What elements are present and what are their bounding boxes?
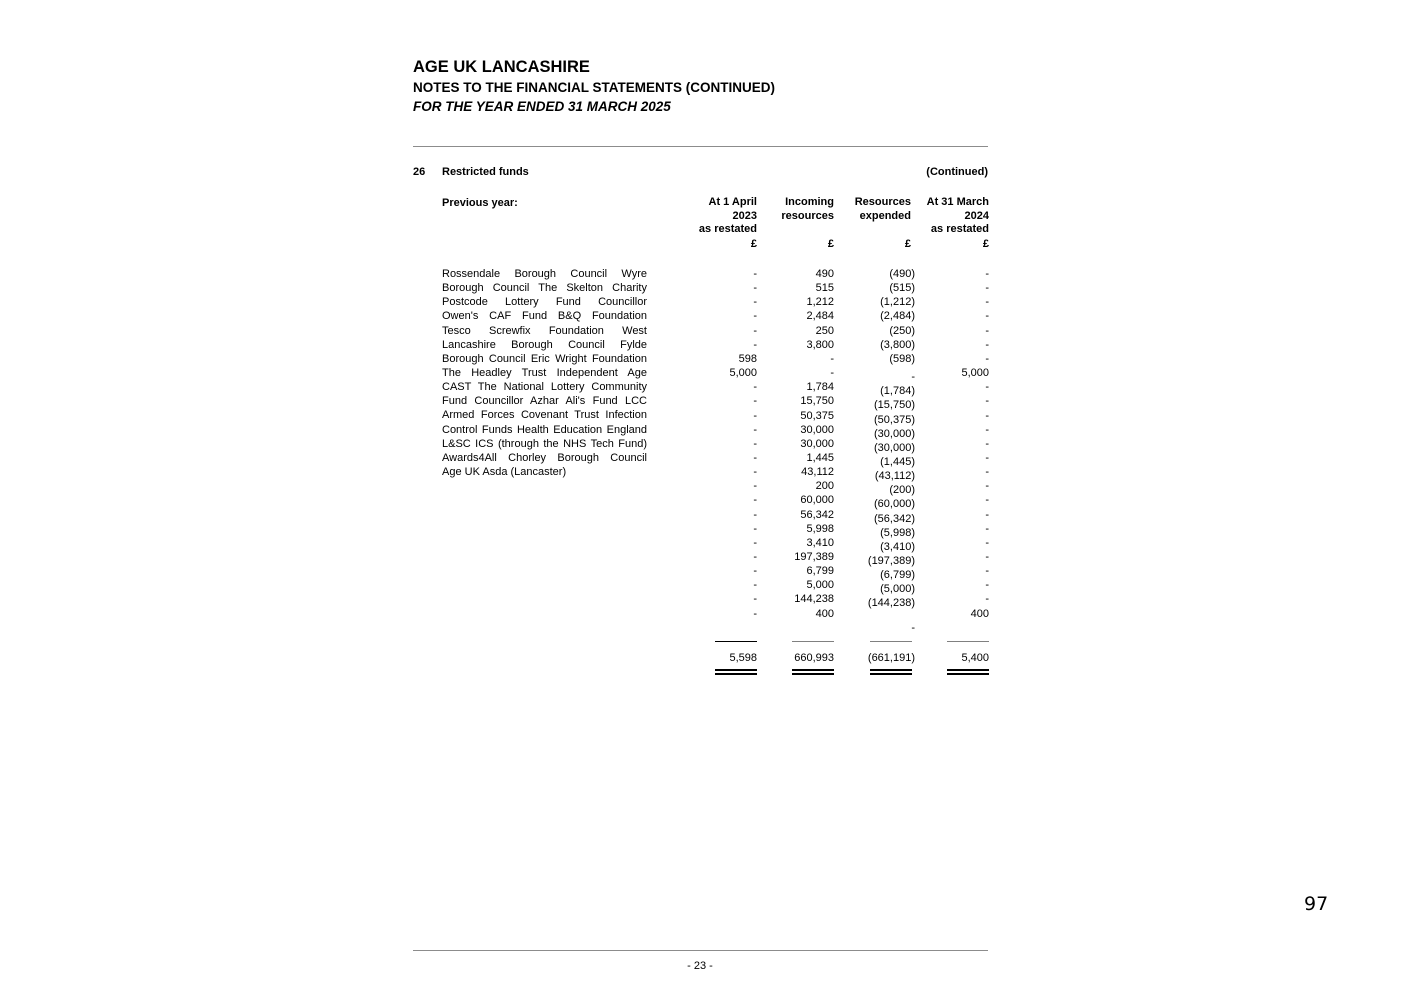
expended-value: (43,112) xyxy=(874,470,915,483)
expended-value: (5,998) xyxy=(880,526,915,539)
closing-value: - xyxy=(985,508,989,521)
expended-value: (15,750) xyxy=(874,399,915,412)
col-header-opening: At 1 April 2023 as restated £ xyxy=(698,196,757,250)
description-line: Armed Forces Covenant Trust Infection xyxy=(442,409,647,422)
closing-value: - xyxy=(985,268,989,280)
incoming-value: 490 xyxy=(815,268,834,280)
expended-value: (2,484) xyxy=(880,310,915,323)
description-line: Tesco Screwfix Foundation West xyxy=(442,324,647,337)
col-header-expended: Resources expended £ xyxy=(854,196,911,250)
page-number: 97 xyxy=(1304,893,1329,915)
subtotal-rule-closing xyxy=(947,641,989,642)
description-line: The Headley Trust Independent Age xyxy=(442,366,647,379)
closing-value: 400 xyxy=(970,607,989,620)
description-line: Rossendale Borough Council Wyre xyxy=(442,268,647,280)
total-underline-incoming xyxy=(792,669,834,675)
incoming-value: 5,998 xyxy=(806,522,834,535)
closing-value: - xyxy=(985,593,989,606)
opening-value: - xyxy=(753,423,757,436)
opening-value: - xyxy=(753,395,757,408)
footer-page-ref: - 23 - xyxy=(687,960,713,972)
incoming-value: 515 xyxy=(815,282,834,295)
expended-value: (144,238) xyxy=(867,597,915,610)
opening-value: - xyxy=(753,268,757,280)
opening-value: - xyxy=(753,593,757,606)
closing-value: - xyxy=(985,536,989,549)
incoming-value: 43,112 xyxy=(801,466,834,479)
incoming-value: 3,800 xyxy=(806,338,834,351)
note-number: 26 xyxy=(413,166,426,178)
total-underline-closing xyxy=(947,669,989,675)
continued-label: (Continued) xyxy=(926,166,988,178)
closing-value: - xyxy=(985,565,989,578)
incoming-value: 60,000 xyxy=(800,494,834,507)
expended-value: (6,799) xyxy=(880,569,915,582)
incoming-value: 5,000 xyxy=(806,579,834,592)
description-line: Lancashire Borough Council Fylde xyxy=(442,338,647,351)
opening-value: - xyxy=(753,437,757,450)
expended-value: (5,000) xyxy=(880,583,915,596)
description-line: L&SC ICS (through the NHS Tech Fund) xyxy=(442,437,647,450)
header-rule xyxy=(413,146,988,147)
description-line: Postcode Lottery Fund Councillor xyxy=(442,296,647,309)
description-line: Owen's CAF Fund B&Q Foundation xyxy=(442,310,647,323)
opening-value: - xyxy=(753,466,757,479)
document-title: NOTES TO THE FINANCIAL STATEMENTS (CONTINUED) xyxy=(413,80,775,95)
opening-value: - xyxy=(753,296,757,309)
description-line: Control Funds Health Education England xyxy=(442,423,647,436)
opening-value: - xyxy=(753,565,757,578)
expended-value: (200) xyxy=(889,484,915,497)
description-line: Borough Council Eric Wright Foundation xyxy=(442,352,647,365)
expended-value: (490) xyxy=(889,268,915,280)
expended-value: (3,800) xyxy=(880,338,915,351)
description-line: CAST The National Lottery Community xyxy=(442,381,647,394)
incoming-value: 30,000 xyxy=(800,423,834,436)
expended-value: (50,375) xyxy=(874,413,915,426)
expended-value: (1,784) xyxy=(880,385,915,398)
incoming-value: 1,445 xyxy=(806,451,834,464)
closing-value: - xyxy=(985,423,989,436)
closing-value: - xyxy=(985,409,989,422)
closing-value: - xyxy=(985,579,989,592)
opening-value: - xyxy=(753,324,757,337)
opening-value: - xyxy=(753,494,757,507)
description-line: Borough Council The Skelton Charity xyxy=(442,282,647,295)
incoming-value: 400 xyxy=(815,607,834,620)
opening-value: - xyxy=(753,282,757,295)
incoming-value: 1,212 xyxy=(806,296,834,309)
fund-description xyxy=(442,267,647,479)
opening-value: - xyxy=(753,579,757,592)
expended-value: (60,000) xyxy=(874,498,915,511)
expended-value: (250) xyxy=(889,324,915,337)
subtotal-rule-incoming xyxy=(792,641,834,642)
previous-year-label: Previous year: xyxy=(442,197,518,209)
closing-value: - xyxy=(985,466,989,479)
closing-value: - xyxy=(985,282,989,295)
total-incoming: 660,993 xyxy=(794,652,834,664)
expended-value: (515) xyxy=(889,282,915,295)
opening-value: - xyxy=(753,409,757,422)
closing-value: - xyxy=(985,395,989,408)
opening-value: - xyxy=(753,522,757,535)
incoming-value: - xyxy=(830,352,834,365)
expended-value: (598) xyxy=(889,352,915,365)
closing-value: 5,000 xyxy=(961,367,989,380)
expended-value: (56,342) xyxy=(874,512,915,525)
description-line: Fund Councillor Azhar Ali's Fund LCC xyxy=(442,395,647,408)
expended-value: (3,410) xyxy=(880,540,915,553)
opening-value: - xyxy=(753,508,757,521)
total-underline-expended xyxy=(870,669,912,675)
closing-value: - xyxy=(985,437,989,450)
col-header-incoming: Incoming resources £ xyxy=(781,196,834,250)
opening-value: - xyxy=(753,536,757,549)
closing-value: - xyxy=(985,310,989,323)
opening-value: - xyxy=(753,310,757,323)
incoming-value: 50,375 xyxy=(800,409,834,422)
incoming-value: 2,484 xyxy=(806,310,834,323)
subtotal-rule-expended xyxy=(870,641,912,642)
description-line: Age UK Asda (Lancaster) xyxy=(442,465,567,478)
opening-value: - xyxy=(753,338,757,351)
incoming-value: 56,342 xyxy=(800,508,834,521)
opening-value: - xyxy=(753,451,757,464)
expended-value: - xyxy=(911,371,915,384)
incoming-value: 197,389 xyxy=(794,551,834,563)
subtotal-rule-opening xyxy=(715,641,757,642)
closing-value: - xyxy=(985,381,989,394)
opening-value: - xyxy=(753,480,757,493)
closing-value: - xyxy=(985,522,989,535)
incoming-value: 144,238 xyxy=(794,593,834,606)
closing-value: - xyxy=(985,551,989,563)
expended-value: (1,212) xyxy=(880,296,915,309)
description-line: Awards4All Chorley Borough Council xyxy=(442,451,647,464)
closing-value: - xyxy=(985,494,989,507)
expended-value: (30,000) xyxy=(874,427,915,440)
opening-value: - xyxy=(753,551,757,563)
closing-value: - xyxy=(985,451,989,464)
opening-value: - xyxy=(753,381,757,394)
expended-value: (1,445) xyxy=(880,455,915,468)
incoming-value: 3,410 xyxy=(806,536,834,549)
incoming-value: 30,000 xyxy=(800,437,834,450)
expended-value: - xyxy=(911,621,915,634)
incoming-value: 15,750 xyxy=(800,395,834,408)
expended-value: (197,389) xyxy=(867,555,915,567)
total-opening: 5,598 xyxy=(729,652,757,664)
incoming-value: - xyxy=(830,367,834,380)
footer-rule xyxy=(413,950,988,951)
closing-value: - xyxy=(985,324,989,337)
expended-value: (30,000) xyxy=(874,441,915,454)
incoming-value: 200 xyxy=(815,480,834,493)
incoming-value: 1,784 xyxy=(806,381,834,394)
closing-value: - xyxy=(985,338,989,351)
org-name: AGE UK LANCASHIRE xyxy=(413,58,590,76)
incoming-value: 250 xyxy=(815,324,834,337)
period-subtitle: FOR THE YEAR ENDED 31 MARCH 2025 xyxy=(413,99,671,114)
total-underline-opening xyxy=(715,669,757,675)
total-expended: (661,191) xyxy=(867,652,915,664)
note-title: Restricted funds xyxy=(442,166,529,178)
opening-value: - xyxy=(753,607,757,620)
closing-value: - xyxy=(985,480,989,493)
incoming-value: 6,799 xyxy=(806,565,834,578)
closing-value: - xyxy=(985,352,989,365)
opening-value: 598 xyxy=(738,352,757,365)
col-header-closing: At 31 March 2024 as restated £ xyxy=(926,196,989,250)
total-closing: 5,400 xyxy=(961,652,989,664)
closing-value: - xyxy=(985,296,989,309)
opening-value: 5,000 xyxy=(729,367,757,380)
